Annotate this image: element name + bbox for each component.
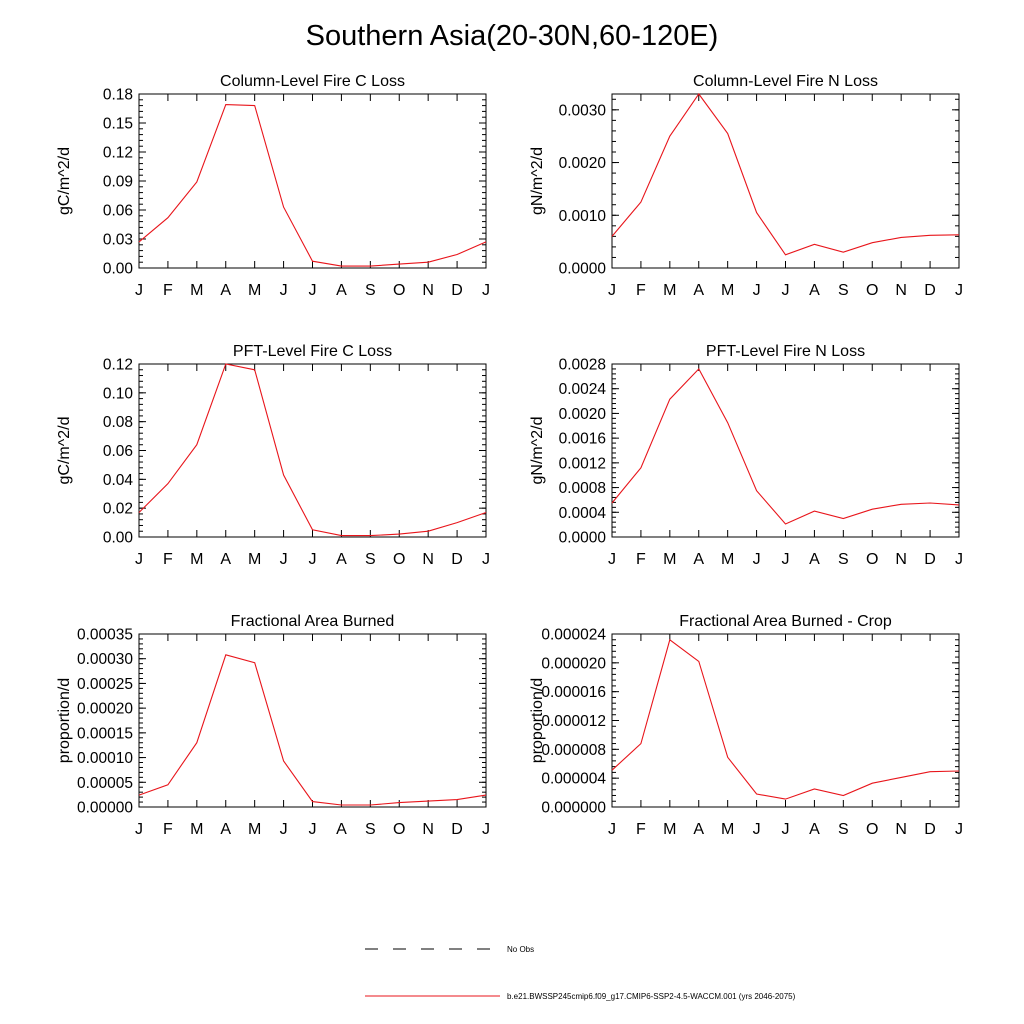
x-tick-label: S (364, 282, 376, 299)
y-tick-label: 0.18 (102, 86, 133, 104)
x-tick-label: M (721, 551, 735, 568)
x-tick-label: J (482, 821, 490, 838)
chart-panel-3 (56, 343, 490, 568)
x-tick-label: J (955, 282, 963, 299)
chart-panel-5 (56, 613, 490, 838)
x-tick-label: J (608, 821, 616, 838)
y-tick-label: 0.00 (102, 529, 133, 547)
x-tick-label: J (279, 821, 288, 838)
y-axis-label: gN/m^2/d (529, 147, 546, 215)
y-tick-label: 0.0000 (558, 260, 606, 278)
x-tick-label: M (190, 551, 204, 568)
x-tick-label: M (248, 551, 262, 568)
x-tick-label: D (924, 551, 936, 568)
x-tick-label: O (393, 821, 406, 838)
series-line (139, 655, 486, 805)
x-tick-label: A (693, 551, 705, 568)
y-tick-label: 0.0008 (558, 480, 606, 498)
chart-panel-4 (529, 343, 963, 568)
x-tick-label: J (482, 551, 490, 568)
x-tick-label: D (924, 821, 936, 838)
x-tick-label: O (866, 821, 879, 838)
x-tick-label: A (809, 282, 820, 299)
plot-frame (139, 364, 486, 537)
chart-title: Column-Level Fire C Loss (220, 73, 405, 90)
x-tick-label: J (308, 551, 317, 568)
y-tick-label: 0.0030 (558, 102, 606, 120)
chart-title: Column-Level Fire N Loss (693, 73, 878, 90)
y-tick-label: 0.0004 (558, 504, 606, 522)
x-tick-label: N (422, 551, 434, 568)
x-tick-label: S (364, 821, 376, 838)
y-axis-label: proportion/d (56, 677, 73, 764)
x-tick-label: A (336, 551, 347, 568)
x-tick-label: J (608, 551, 616, 568)
y-tick-label: 0.00035 (76, 626, 133, 644)
y-tick-label: 0.0012 (558, 455, 606, 473)
x-tick-label: A (693, 282, 705, 299)
y-tick-label: 0.0028 (558, 356, 606, 374)
x-tick-label: M (721, 282, 735, 299)
x-tick-label: J (279, 282, 288, 299)
x-tick-label: J (752, 282, 761, 299)
plot-frame (612, 364, 959, 537)
y-axis-label: proportion/d (529, 677, 546, 764)
y-tick-label: 0.00005 (76, 774, 133, 792)
legend-obs-label: No Obs (507, 945, 535, 954)
x-tick-label: F (163, 821, 173, 838)
series-line (612, 369, 959, 524)
x-tick-label: D (451, 282, 463, 299)
x-tick-label: F (636, 821, 646, 838)
y-tick-label: 0.06 (102, 202, 133, 220)
x-tick-label: N (422, 821, 434, 838)
x-tick-label: N (422, 282, 434, 299)
y-tick-label: 0.08 (102, 414, 133, 432)
y-tick-label: 0.00025 (76, 675, 133, 693)
x-tick-label: M (190, 821, 204, 838)
x-tick-label: M (721, 821, 735, 838)
x-tick-label: J (135, 551, 143, 568)
x-tick-label: S (837, 282, 849, 299)
y-tick-label: 0.06 (102, 443, 133, 460)
y-tick-label: 0.15 (102, 115, 133, 133)
x-tick-label: S (364, 551, 376, 568)
x-tick-label: S (837, 821, 849, 838)
x-tick-label: D (451, 821, 463, 838)
plot-frame (612, 94, 959, 268)
y-tick-label: 0.000008 (541, 741, 606, 759)
x-tick-label: N (895, 821, 907, 838)
x-tick-label: O (866, 282, 879, 299)
chart-panels (56, 73, 963, 838)
y-tick-label: 0.0024 (558, 381, 606, 399)
y-tick-label: 0.02 (102, 500, 133, 518)
y-tick-label: 0.12 (102, 356, 133, 374)
x-tick-label: O (393, 282, 406, 299)
y-tick-label: 0.00015 (76, 725, 133, 743)
x-tick-label: O (866, 551, 879, 568)
series-line (139, 105, 486, 267)
x-tick-label: F (636, 551, 646, 568)
x-tick-label: J (781, 282, 790, 299)
x-tick-label: A (809, 551, 820, 568)
chart-title: PFT-Level Fire N Loss (705, 343, 866, 360)
series-line (612, 94, 959, 255)
series-line (139, 364, 486, 536)
y-tick-label: 0.00000 (76, 799, 133, 817)
y-axis-label: gC/m^2/d (56, 147, 73, 215)
x-tick-label: A (220, 821, 232, 838)
x-tick-label: F (163, 551, 173, 568)
y-axis-label: gC/m^2/d (56, 416, 73, 485)
y-tick-label: 0.000000 (541, 799, 606, 817)
x-tick-label: J (482, 282, 490, 299)
x-tick-label: J (135, 282, 143, 299)
x-tick-label: J (781, 551, 790, 568)
y-tick-label: 0.00020 (76, 700, 133, 718)
x-tick-label: D (924, 282, 936, 299)
x-tick-label: M (663, 551, 677, 568)
x-tick-label: M (248, 282, 262, 299)
x-tick-label: J (752, 821, 761, 838)
x-tick-label: M (663, 282, 677, 299)
y-tick-label: 0.0000 (558, 529, 606, 547)
legend (365, 945, 796, 1001)
x-tick-label: F (636, 282, 646, 299)
x-tick-label: A (336, 282, 347, 299)
x-tick-label: N (895, 282, 907, 299)
y-tick-label: 0.000020 (541, 655, 606, 673)
x-tick-label: O (393, 551, 406, 568)
plot-frame (139, 634, 486, 807)
y-tick-label: 0.0020 (558, 155, 606, 173)
chart-title: Fractional Area Burned - Crop (679, 613, 892, 630)
x-tick-label: F (163, 282, 173, 299)
y-tick-label: 0.09 (102, 173, 133, 191)
x-tick-label: D (451, 551, 463, 568)
y-axis-label: gN/m^2/d (529, 416, 546, 485)
chart-title: Fractional Area Burned (230, 613, 395, 630)
page-title: Southern Asia(20-30N,60-120E) (305, 20, 719, 52)
y-tick-label: 0.00010 (76, 750, 133, 768)
x-tick-label: A (220, 551, 232, 568)
x-tick-label: J (955, 821, 963, 838)
y-tick-label: 0.12 (102, 144, 133, 162)
y-tick-label: 0.000016 (541, 684, 606, 702)
y-tick-label: 0.0020 (558, 405, 606, 423)
y-tick-label: 0.10 (102, 385, 133, 403)
x-tick-label: A (336, 821, 347, 838)
y-tick-label: 0.0010 (558, 207, 606, 225)
y-tick-label: 0.04 (102, 471, 133, 489)
y-tick-label: 0.03 (102, 231, 133, 249)
chart-title: PFT-Level Fire C Loss (232, 343, 393, 360)
x-tick-label: N (895, 551, 907, 568)
y-tick-label: 0.00 (102, 260, 133, 278)
y-tick-label: 0.000012 (541, 713, 606, 730)
x-tick-label: S (837, 551, 849, 568)
series-line (612, 640, 959, 799)
x-tick-label: M (663, 821, 677, 838)
x-tick-label: J (955, 551, 963, 568)
x-tick-label: M (190, 282, 204, 299)
plot-frame (139, 94, 486, 268)
x-tick-label: A (809, 821, 820, 838)
y-tick-label: 0.00030 (76, 651, 133, 669)
x-tick-label: J (308, 282, 317, 299)
legend-model-label: b.e21.BWSSP245cmip6.f09_g17.CMIP6-SSP2-4.5-WACCM.001 (yrs 2046-2075) (507, 992, 796, 1001)
x-tick-label: J (752, 551, 761, 568)
x-tick-label: A (693, 821, 705, 838)
y-tick-label: 0.000004 (541, 770, 606, 788)
x-tick-label: J (279, 551, 288, 568)
chart-panel-2 (529, 73, 963, 299)
x-tick-label: J (135, 821, 143, 838)
chart-panel-1 (56, 73, 490, 299)
x-tick-label: M (248, 821, 262, 838)
x-tick-label: J (308, 821, 317, 838)
chart-panel-6 (529, 613, 963, 838)
y-tick-label: 0.0016 (558, 430, 606, 448)
x-tick-label: J (781, 821, 790, 838)
y-tick-label: 0.000024 (541, 626, 606, 644)
x-tick-label: J (608, 282, 616, 299)
x-tick-label: A (220, 282, 232, 299)
